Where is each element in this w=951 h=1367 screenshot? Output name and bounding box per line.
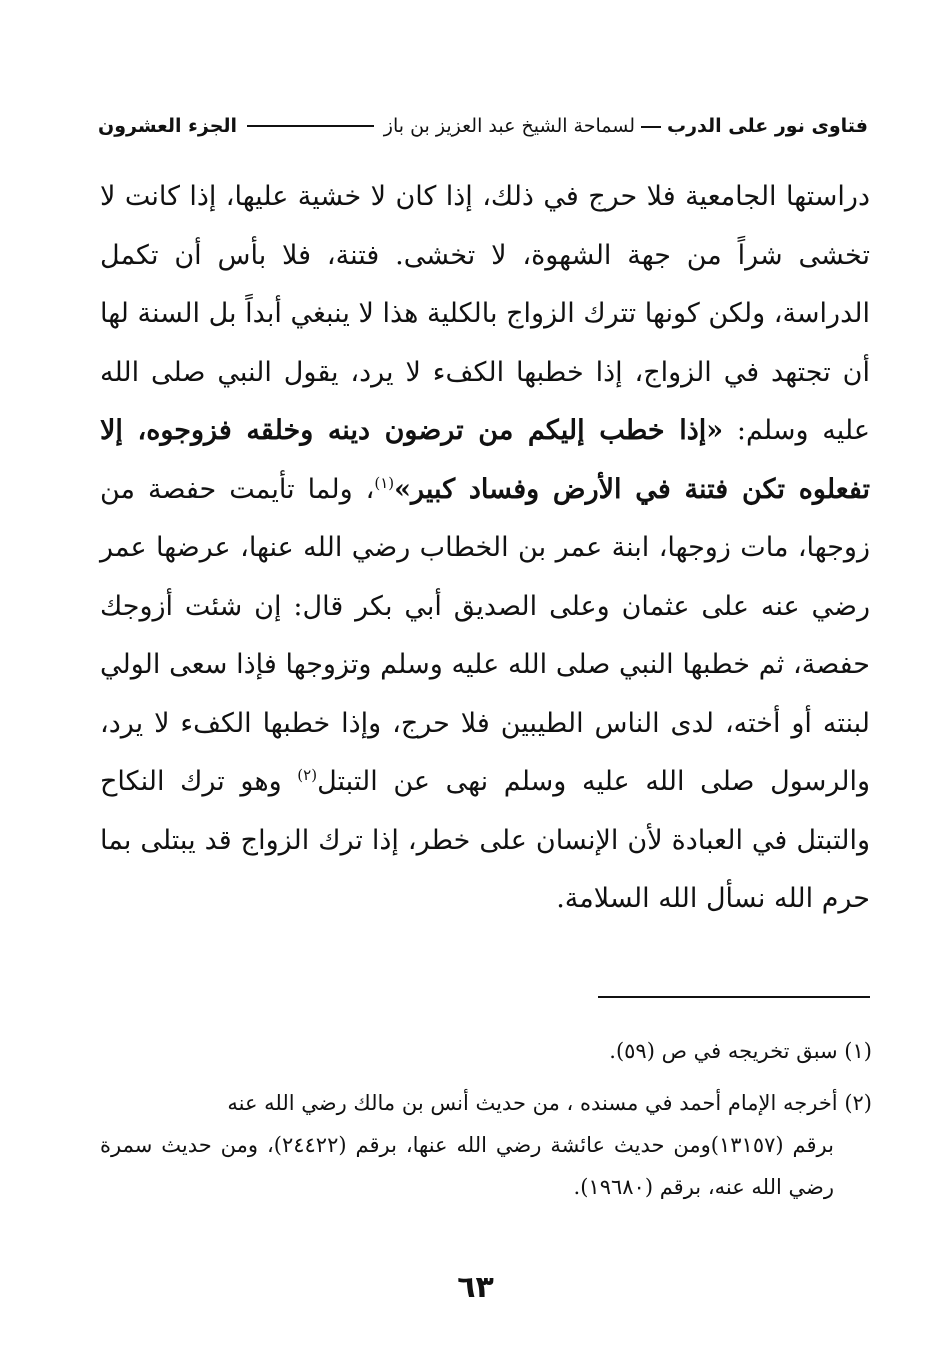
running-header: [98, 110, 868, 142]
body-paragraph: [100, 168, 870, 929]
footnote-ref-1[interactable]: (١): [374, 473, 395, 492]
footnotes: [100, 1030, 872, 1218]
footnote-1: (١) سبق تخريجه في ص (٥٩).: [609, 1039, 872, 1063]
page-number: ٦٣: [457, 1270, 494, 1305]
header-left-group: [384, 115, 868, 137]
header-dash: [641, 126, 661, 128]
header-book-title: فتاوى نور على الدرب: [667, 115, 868, 137]
hadith-quote: «إذا خطب إليكم من ترضون دينه وخلقه فزوجوه، إلا تفعلوه تكن فتنة في الأرض وفساد كبير»: [100, 415, 870, 505]
footnote-separator: [598, 996, 870, 998]
footnote-2-first-line: (٢) أخرجه الإمام أحمد في مسنده ، من حديث أنس بن مالك رضي الله عنه: [227, 1091, 872, 1115]
header-author: لسماحة الشيخ عبد العزيز بن باز: [383, 115, 635, 137]
footnote-2-continuation: برقم (١٣١٥٧)ومن حديث عائشة رضي الله عنها، برقم (٢٤٤٢٢)، ومن حديث سمرة رضي الله عنه، برقم (١٩٦٨٠).: [100, 1133, 834, 1199]
footnote-2: [100, 1082, 872, 1208]
body-text-part-2: ، ولما تأيمت حفصة من زوجها، مات زوجها، ابنة عمر بن الخطاب رضي الله عنها، عرضها عمر رضي عنه على عثمان وعلى الصديق أبي بكر قال: إن شئت أزوجك حفصة، ثم خطبها النبي صلى الله عليه وسلم وتزوجها فإذا سعى الولي لبنته أو أخته، لدى الناس الطيبين فلا حرج، وإذا خطبها الكفء لا يرد، والرسول صلى الله عليه وسلم نهى عن التبتل: [100, 473, 870, 797]
body-text-part-1: دراستها الجامعية فلا حرج في ذلك، إذا كان لا خشية عليها، إذا كانت لا تخشى شراً من جهة الشهوة، لا تخشى. فتنة، فلا بأس أن تكمل الدراسة، ولكن كونها تترك الزواج بالكلية هذا لا ينبغي أبداً بل السنة لها أن تجتهد في الزواج، إذا خطبها الكفء لا يرد، يقول النبي صلى الله عليه وسلم:: [100, 181, 870, 446]
body-text-part-3: وهو ترك النكاح والتبتل في العبادة لأن الإنسان على خطر، إذا ترك الزواج قد يبتلى بما حرم الله نسأل الله السلامة.: [100, 766, 870, 914]
header-rule: [247, 125, 374, 127]
header-part-label: الجزء العشرون: [98, 115, 238, 137]
footnote-ref-2[interactable]: (٢): [297, 766, 318, 784]
